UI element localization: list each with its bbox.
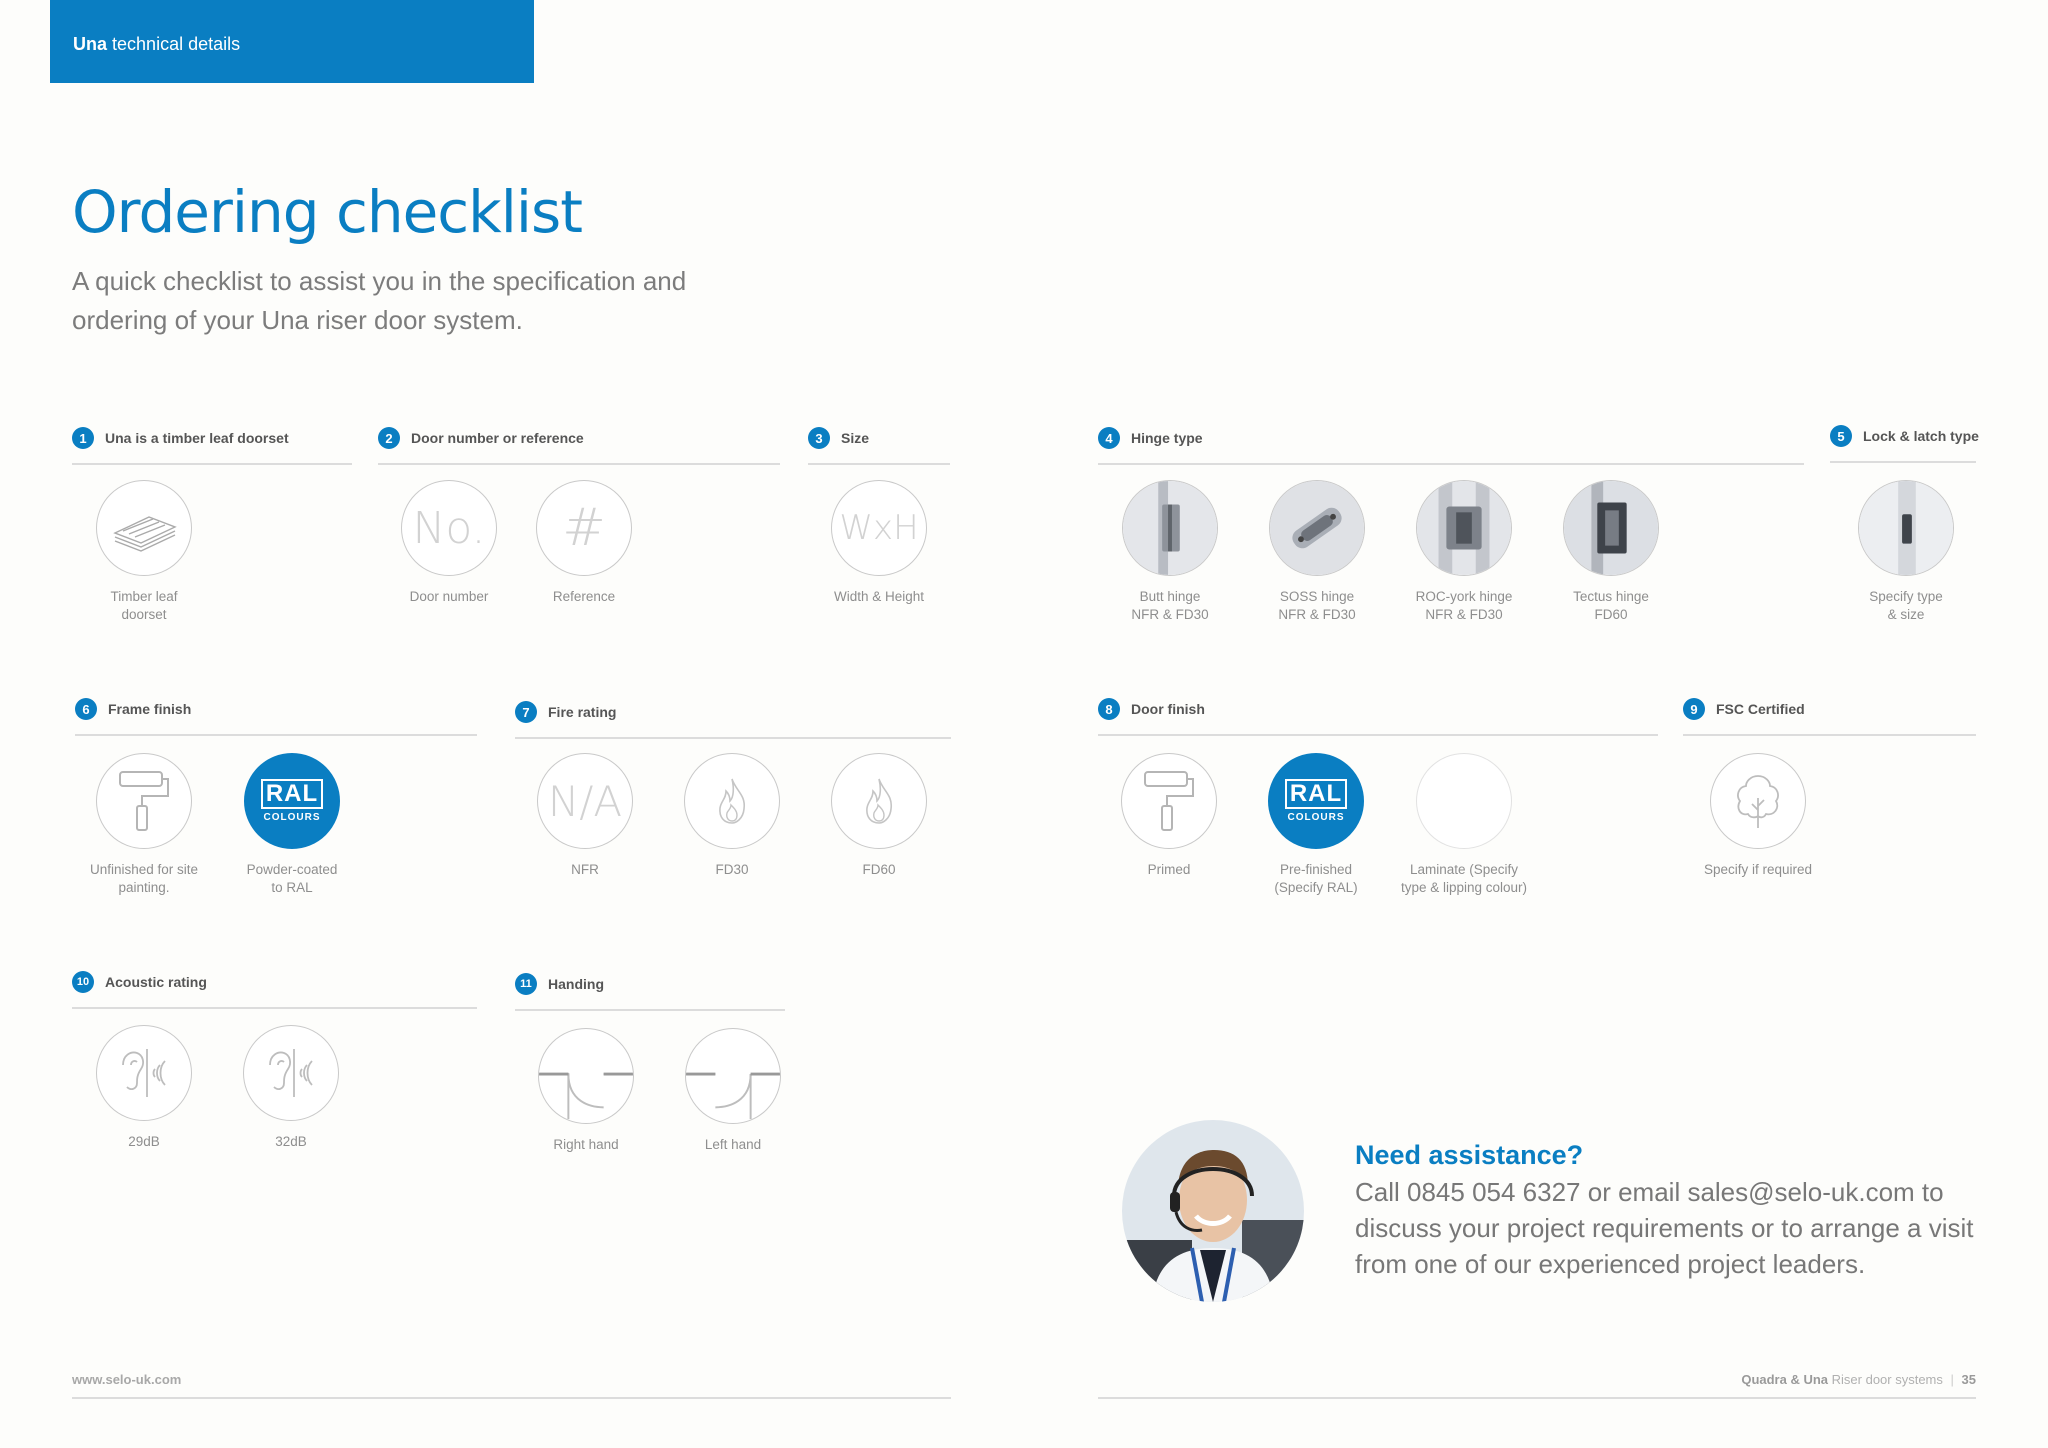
option-roc-york-hinge[interactable] bbox=[1389, 480, 1539, 624]
support-agent-photo bbox=[1122, 1120, 1304, 1302]
header-brand: Una bbox=[73, 34, 108, 54]
section-number: 5 bbox=[1830, 425, 1852, 447]
option-32db[interactable] bbox=[216, 1025, 366, 1151]
right-hand-icon bbox=[538, 1028, 634, 1124]
flame-icon bbox=[684, 753, 780, 849]
assistance-text: Call 0845 054 6327 or email sales@selo-uk.com to discuss your project requirements or to arrange a visit from one of our experienced project leaders. bbox=[1355, 1177, 1974, 1279]
section-number: 8 bbox=[1098, 698, 1120, 720]
option-caption: FD60 bbox=[862, 862, 896, 877]
header-title: technical details bbox=[112, 34, 241, 54]
option-caption: Reference bbox=[552, 589, 616, 604]
option-caption: NFR bbox=[571, 862, 599, 877]
footer-rule-left bbox=[72, 1397, 951, 1399]
option-timber-leaf[interactable] bbox=[69, 480, 219, 624]
option-caption: Door number bbox=[409, 589, 489, 604]
section-number: 3 bbox=[808, 427, 830, 449]
butt-hinge-icon bbox=[1122, 480, 1218, 576]
section-10-header bbox=[72, 971, 477, 1009]
section-number: 4 bbox=[1098, 427, 1120, 449]
option-left-hand[interactable] bbox=[658, 1028, 808, 1154]
option-caption: Butt hinge NFR & FD30 bbox=[1131, 589, 1209, 622]
section-number: 1 bbox=[72, 427, 94, 449]
number-sign-icon bbox=[401, 480, 497, 576]
hash-icon bbox=[536, 480, 632, 576]
section-label: Hinge type bbox=[1131, 430, 1203, 446]
option-caption: Left hand bbox=[704, 1137, 762, 1152]
section-label: Handing bbox=[548, 976, 604, 992]
lock-latch-icon bbox=[1858, 480, 1954, 576]
section-1-header bbox=[72, 427, 352, 465]
option-right-hand[interactable] bbox=[511, 1028, 661, 1154]
section-label: Una is a timber leaf doorset bbox=[105, 430, 289, 446]
option-nfr[interactable] bbox=[510, 753, 660, 879]
ear-sound-icon bbox=[243, 1025, 339, 1121]
option-29db[interactable] bbox=[69, 1025, 219, 1151]
option-caption: Unfinished for site painting. bbox=[89, 862, 199, 895]
glyph-text: # bbox=[562, 498, 606, 558]
option-caption: Specify if required bbox=[1703, 862, 1813, 877]
option-caption: 29dB bbox=[128, 1134, 160, 1149]
not-applicable-icon bbox=[537, 753, 633, 849]
option-reference[interactable] bbox=[509, 480, 659, 606]
option-tectus-hinge[interactable] bbox=[1536, 480, 1686, 624]
ral-subtext: COLOURS bbox=[1287, 812, 1345, 823]
paint-roller-icon bbox=[96, 753, 192, 849]
option-caption: Pre-finished (Specify RAL) bbox=[1274, 862, 1358, 895]
section-3-header bbox=[808, 427, 950, 465]
glyph-text: WxH bbox=[839, 508, 919, 548]
section-4-header bbox=[1098, 427, 1804, 465]
section-label: Door number or reference bbox=[411, 430, 584, 446]
section-6-header bbox=[75, 698, 477, 736]
option-laminate[interactable] bbox=[1389, 753, 1539, 897]
option-caption: Laminate (Specify type & lipping colour) bbox=[1400, 862, 1528, 895]
timber-leaf-icon bbox=[96, 480, 192, 576]
section-11-header bbox=[515, 973, 785, 1011]
page-number: 35 bbox=[1961, 1372, 1976, 1387]
section-label: Acoustic rating bbox=[105, 974, 207, 990]
section-label: FSC Certified bbox=[1716, 701, 1805, 717]
size-icon bbox=[831, 480, 927, 576]
tectus-hinge-icon bbox=[1563, 480, 1659, 576]
option-unfinished-frame[interactable] bbox=[69, 753, 219, 897]
left-hand-icon bbox=[685, 1028, 781, 1124]
flame-icon bbox=[831, 753, 927, 849]
option-caption: FD30 bbox=[715, 862, 749, 877]
option-soss-hinge[interactable] bbox=[1242, 480, 1392, 624]
option-size[interactable] bbox=[804, 480, 954, 606]
option-caption: Specify type & size bbox=[1869, 589, 1943, 622]
tree-icon bbox=[1710, 753, 1806, 849]
section-label: Frame finish bbox=[108, 701, 192, 717]
paint-roller-icon bbox=[1121, 753, 1217, 849]
page-subtitle: A quick checklist to assist you in the specification and ordering of your Una riser door system. bbox=[72, 266, 687, 335]
soss-hinge-icon bbox=[1269, 480, 1365, 576]
option-fd60[interactable] bbox=[804, 753, 954, 879]
website-link[interactable]: www.selo-uk.com bbox=[72, 1372, 182, 1387]
section-2-header bbox=[378, 427, 780, 465]
footer-right bbox=[1741, 1372, 1976, 1387]
section-number: 2 bbox=[378, 427, 400, 449]
option-lock-latch[interactable] bbox=[1831, 480, 1981, 624]
ear-sound-icon bbox=[96, 1025, 192, 1121]
section-8-header bbox=[1098, 698, 1658, 736]
section-label: Fire rating bbox=[548, 704, 617, 720]
section-number: 7 bbox=[515, 701, 537, 723]
roc-york-hinge-icon bbox=[1416, 480, 1512, 576]
option-caption: Timber leaf doorset bbox=[110, 589, 178, 622]
header-tab bbox=[50, 0, 534, 83]
section-number: 9 bbox=[1683, 698, 1705, 720]
footer-product: Quadra & Una bbox=[1741, 1372, 1829, 1387]
ral-mark: RAL bbox=[261, 779, 323, 809]
option-caption: SOSS hinge NFR & FD30 bbox=[1278, 589, 1356, 622]
section-number: 6 bbox=[75, 698, 97, 720]
laminate-icon bbox=[1416, 753, 1512, 849]
page-title: Ordering checklist bbox=[72, 178, 582, 246]
option-caption: ROC-york hinge NFR & FD30 bbox=[1415, 589, 1513, 622]
glyph-text: No. bbox=[412, 502, 486, 554]
section-number: 11 bbox=[515, 973, 537, 995]
option-caption: 32dB bbox=[275, 1134, 307, 1149]
section-7-header bbox=[515, 701, 951, 739]
section-number: 10 bbox=[72, 971, 94, 993]
section-label: Size bbox=[841, 430, 870, 446]
assistance-title: Need assistance? bbox=[1355, 1140, 1584, 1170]
option-powder-coated[interactable] bbox=[217, 753, 367, 897]
option-caption: Powder-coated to RAL bbox=[246, 862, 338, 895]
option-caption: Primed bbox=[1147, 862, 1191, 877]
option-fsc[interactable] bbox=[1683, 753, 1833, 879]
option-pre-finished[interactable] bbox=[1241, 753, 1391, 897]
ral-subtext: COLOURS bbox=[263, 812, 321, 823]
section-label: Lock & latch type bbox=[1863, 428, 1979, 444]
ral-colours-icon bbox=[244, 753, 340, 849]
section-5-header bbox=[1830, 425, 1979, 463]
footer-separator: | bbox=[1950, 1372, 1954, 1387]
ral-colours-icon bbox=[1268, 753, 1364, 849]
footer-rule-right bbox=[1098, 1397, 1976, 1399]
option-caption: Tectus hinge FD60 bbox=[1573, 589, 1649, 622]
option-primed[interactable] bbox=[1094, 753, 1244, 879]
section-label: Door finish bbox=[1131, 701, 1205, 717]
option-butt-hinge[interactable] bbox=[1095, 480, 1245, 624]
option-caption: Width & Height bbox=[833, 589, 925, 604]
section-9-header bbox=[1683, 698, 1976, 736]
option-fd30[interactable] bbox=[657, 753, 807, 879]
option-caption: Right hand bbox=[553, 1137, 619, 1152]
ral-mark: RAL bbox=[1285, 779, 1347, 809]
glyph-text: N/A bbox=[547, 776, 623, 826]
footer-doc: Riser door systems bbox=[1831, 1372, 1943, 1387]
option-door-number[interactable] bbox=[374, 480, 524, 606]
